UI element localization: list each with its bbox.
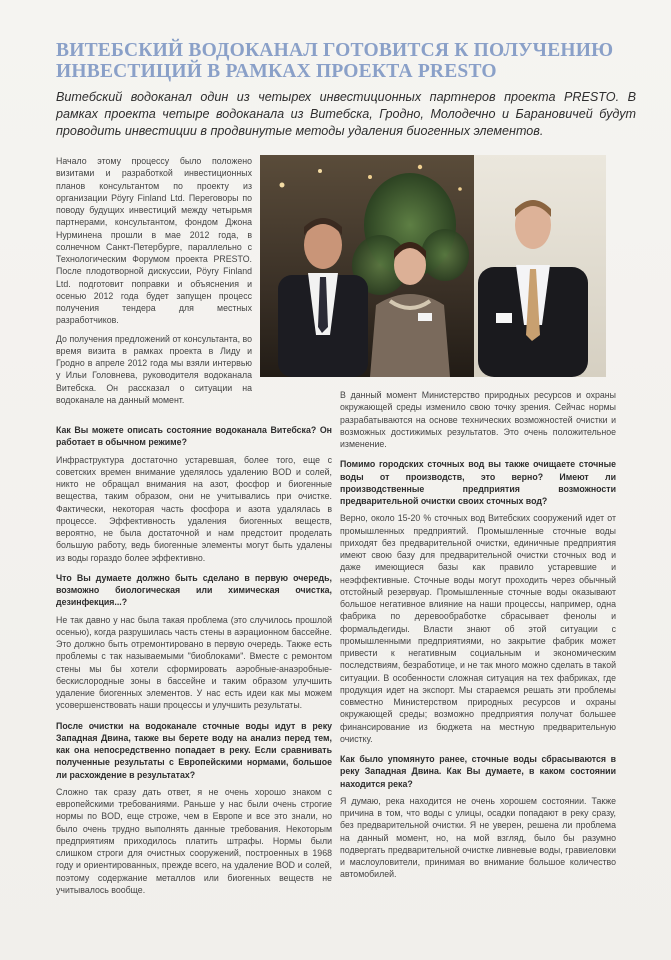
answer-4: Верно, около 15-20 % сточных вод Витебских сооружений идет от промышленных предприятий. Промышленные сточные воды приходят без предварительной очистки, единичные предприятия имеют свою базу для предварительной очистки сточных вод и даже имеющиеся базы как правило устаревшие и неэффективные. Сточные воды могут проходить через обычный отстойный резервуар. Промышленные сточные воды оказывают большое негативное влияние на наши процессы, например, одна фабрика по деревообработке сбрасывает фенолы и формальдегиды. Власти знают об этой ситуации с промышленными предприятиями, но закрытие фабрик может привести к негативным социальным и экономическим последствиям, безработице, и не так много можно сделать в такой ситуации. В особенности сложная ситуация на тех фабриках, где продукция идет на экспорт. Мы стараемся решать эти проблемы совместно Министерством природных ресурсов и охраны окружающей среды; возможно предприятия получат большее финансирование из бюджета на местную предварительную очистку. [340,513,616,744]
answer-1: Инфраструктура достаточно устаревшая, более того, еще с советских времен внимание уделялось удалению BOD и солей, никто не обращал внимания на азот, фосфор и биогенные вещества, таким образом, они не учитывались при очистке. Фактически, некоторая часть фосфора и азота удалялась в процессе. Эффективность удаления биогенных веществ, вероятно, не была достаточной и нам предстоит проделать большую работу, ведь биогенные элементы могут быть удалены из воды гораздо более эффективно. [56,454,332,563]
column-left [56,416,332,902]
question-5: Как было упомянуто ранее, сточные воды сбрасываются в реку Западная Двина. Как Вы думаете, в каком состоянии находится река? [340,754,616,789]
question-1: Как Вы можете описать состояние водоканала Витебска? Он работает в обычном режиме? [56,425,332,448]
intro-paragraph-1: Начало этому процессу было положено визитами и разработкой инвестиционных планов консультантом по проекту из организации Pöyry Finland Ltd. Переговоры по поводу будущих инвестиций между четырьмя партнерами, консультантом, фондом Джона Нурминена прошли в мае 2012 года, в солнечном Санкт-Петербурге, параллельно с Технологическим Форумом проекта PRESTO. После плодотворной дискуссии, Pöyry Finland Ltd. подготовит поправки и объяснения и осенью 2012 года будет запущен процесс получения тендера для местных разработчиков. [56,156,252,326]
question-3: После очистки на водоканале сточные воды идут в реку Западная Двина, также вы берете воду на анализ перед тем, как она непосредственно попадает в реку. Если сравнивать полученные результаты с Европейскими нормами, большое ли расхождение в результатах? [56,720,332,780]
article-title: ВИТЕБСКИЙ ВОДОКАНАЛ ГОТОВИТСЯ К ПОЛУЧЕНИЮ ИНВЕСТИЦИЙ В РАМКАХ ПРОЕКТА PRESTO [56,40,614,82]
article-lead: Витебский водоканал один из четырех инвестиционных партнеров проекта PRESTO. В рамках проекта четыре водоканала из Витебска, Гродно, Молодечно и Барановичей будут проводить инвестиции в продвинутые методы удаления биогенных элементов. [56,90,636,138]
question-4: Помимо городских сточных вод вы также очищаете сточные воды от производств, это верно? Имеют ли производственные предприятия возможности предварительной очистки своих сточных вод? [340,459,616,506]
intro-column [56,155,252,412]
answer-3-part-1: Сложно так сразу дать ответ, я не очень хорошо знаком с европейскими требованиями. Раньше у нас были очень строгие нормы по BOD, еще строже, чем в Европе и все это знали, но было очень трудно выполнять данные требования. Некоторым предприятиям приходилось платить штрафы. Нормы были слишком строги для очистных сооружений, построенных в 1968 году и ориентированных, прежде всего, на удаление BOD и солей, поэтому содержание металлов или биогенных веществ не учитывалось вообще. [56,786,332,895]
column-right [340,389,616,887]
intro-paragraph-2: До получения предложений от консультанта, во время визита в рамках проекта в Лиду и Гродно в апреле 2012 года мы взяли интервью у Ильи Головнева, руководителя водоканала Витебска. Он рассказал о ситуации на водоканале на данный момент. [56,333,252,405]
answer-3-part-2: В данный момент Министерство природных ресурсов и охраны окружающей среды изменило свою точку зрения. Сейчас нормы разрабатываются на основе технических возможностей очистки и возможных достижимых результатов. Это очень положительное изменение. [340,390,616,449]
three-people-photo-illustration [260,155,606,377]
answer-2: Не так давно у нас была такая проблема (это случилось прошлой осенью), когда разрушилась часть стены в аэрационном бассейне. Это должно быть отремонтировано в первую очередь. Также есть проблемы с так называемыми "биоблоками". Вместе с ремонтом стены мы бы хотели сформировать аэробные-анаэробные-бескислородные зоны в бассейне и таким образом улучшить удаление биогенных элементов. У нас есть идеи как мы можем усовершенствовать наши процессы и улучшить результаты. [56,614,332,711]
article-photo [260,155,606,377]
question-2: Что Вы думаете должно быть сделано в первую очередь, возможно биологическая или химическая очистка, дезинфекция...? [56,572,332,608]
answer-5: Я думаю, река находится не очень хорошем состоянии. Также причина в том, что воды с улицы, осадки попадают в реку сразу, без предварительной очистки. Я не уверен, решена ли проблема на данный момент, но, на мой взгляд, было бы разумно подвергать предварительной очистке ливневые воды, гравиеловки и маслоуловители, принимая во внимание большое количество автомобилей. [340,795,616,880]
